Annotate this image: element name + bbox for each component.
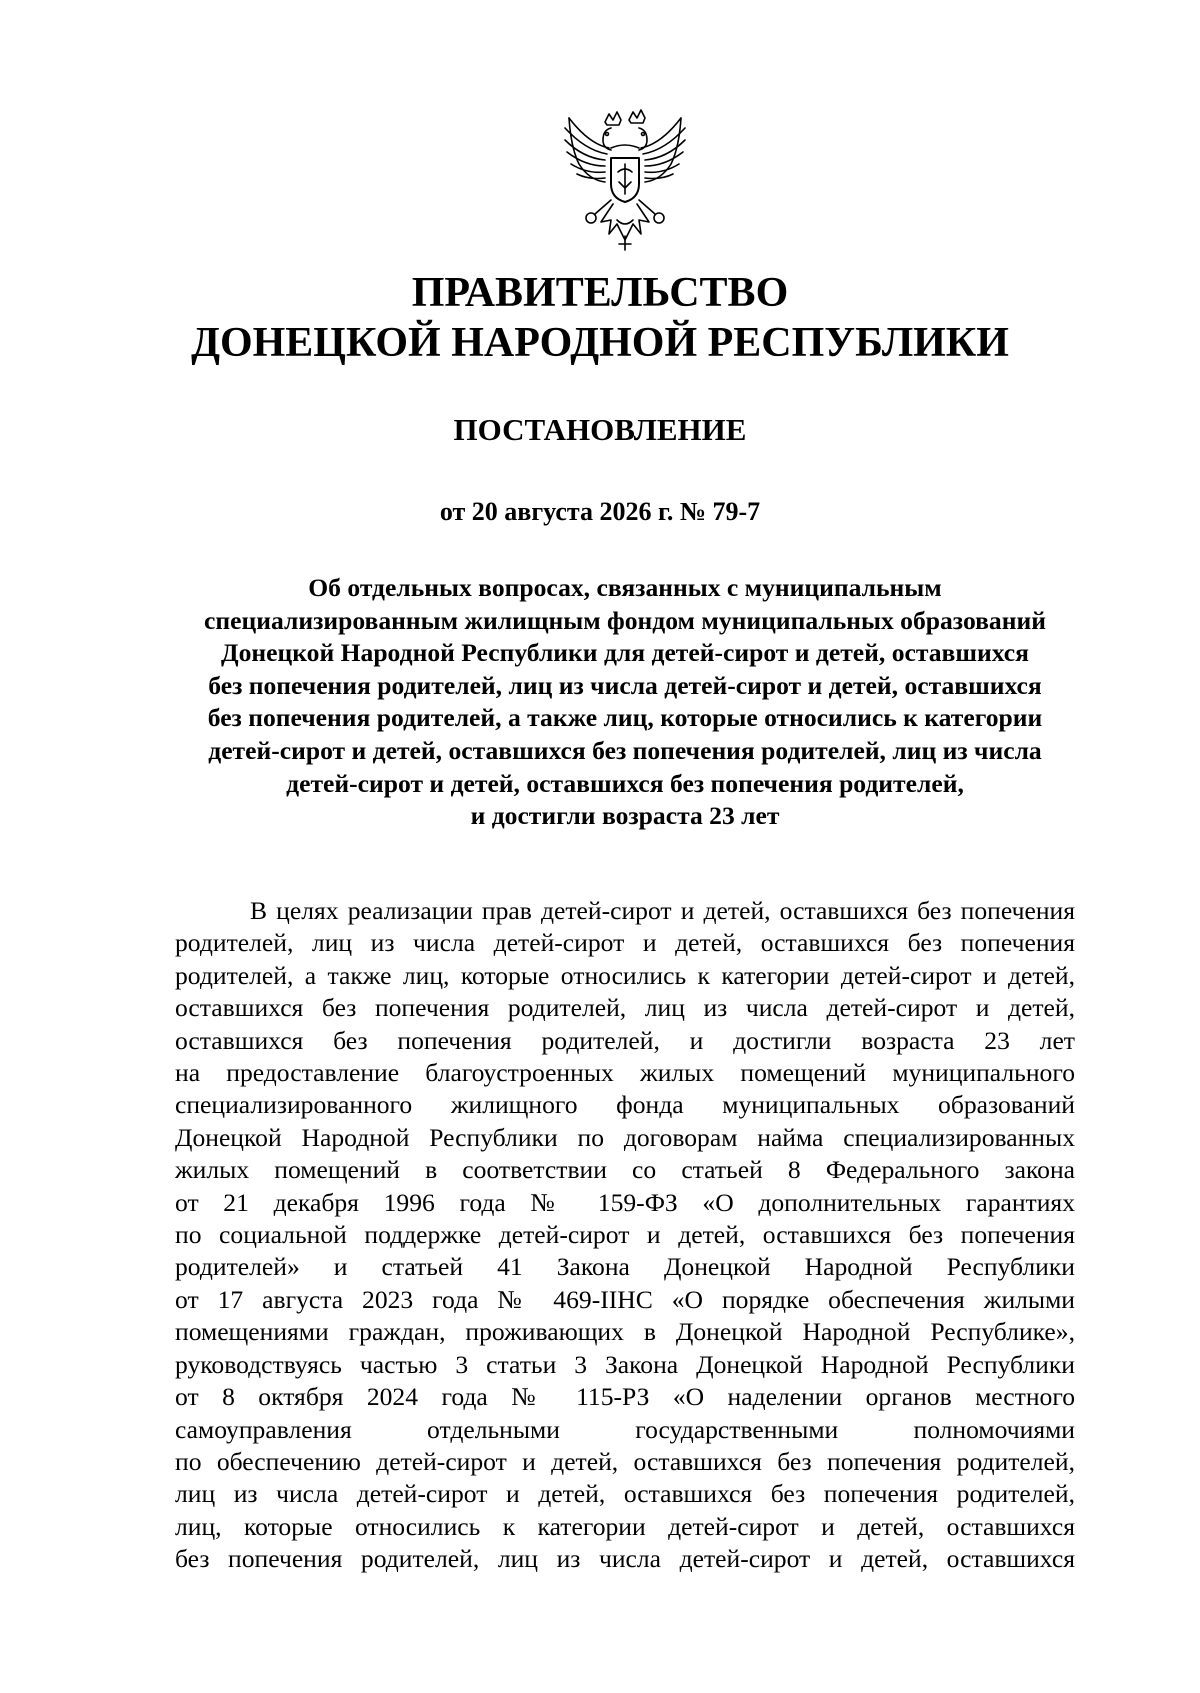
subject-line: без попечения родителей, а также лиц, которые относились к категории bbox=[207, 703, 1043, 733]
organization-title bbox=[0, 268, 1200, 368]
body-line: на предоставление благоустроенных жилых помещений муниципального bbox=[175, 1058, 1075, 1088]
subject-line: специализированным жилищным фондом муниципальных образований bbox=[204, 605, 1046, 635]
body-line: помещениями граждан, проживающих в Донецкой Народной Республике», bbox=[175, 1317, 1075, 1347]
subject-line: детей-сирот и детей, оставшихся без попечения родителей, лиц из числа bbox=[208, 735, 1042, 765]
subject-line: Донецкой Народной Республики для детей-сирот и детей, оставшихся bbox=[221, 638, 1029, 668]
body-line: лиц, которые относились к категории детей-сирот и детей, оставшихся bbox=[175, 1511, 1075, 1541]
double-headed-eagle-emblem-icon bbox=[561, 108, 689, 256]
subject-line: детей-сирот и детей, оставшихся без попечения родителей, bbox=[286, 768, 964, 798]
body-line: Донецкой Народной Республики по договорам найма специализированных bbox=[175, 1122, 1075, 1152]
document-type: ПОСТАНОВЛЕНИЕ bbox=[453, 412, 747, 447]
subject-line: Об отдельных вопросах, связанных с муниципальным bbox=[308, 573, 942, 602]
body-line: В целях реализации прав детей-сирот и детей, оставшихся без попечения bbox=[250, 896, 1075, 925]
body-line: без попечения родителей, лиц из числа детей-сирот и детей, оставшихся bbox=[175, 1544, 1075, 1574]
body-line: от 21 декабря 1996 года № 159-ФЗ «О дополнительных гарантиях bbox=[175, 1187, 1075, 1217]
body-line: от 17 августа 2023 года № 469-IIНС «О порядке обеспечения жилыми bbox=[175, 1284, 1075, 1314]
organization-title-line-2: ДОНЕЦКОЙ НАРОДНОЙ РЕСПУБЛИКИ bbox=[191, 320, 1009, 366]
organization-title-line-1: ПРАВИТЕЛЬСТВО bbox=[411, 270, 789, 316]
body-line: по обеспечению детей-сирот и детей, оставшихся без попечения родителей, bbox=[175, 1446, 1075, 1476]
body-line: по социальной поддержке детей-сирот и детей, оставшихся без попечения bbox=[175, 1220, 1075, 1250]
body-line: лиц из числа детей-сирот и детей, оставшихся без попечения родителей, bbox=[175, 1479, 1075, 1509]
body-line: родителей, лиц из числа детей-сирот и детей, оставшихся без попечения bbox=[175, 928, 1075, 958]
body-line: родителей» и статьей 41 Закона Донецкой Народной Республики bbox=[175, 1252, 1075, 1282]
body-line: родителей, а также лиц, которые относились к категории детей-сирот и детей, bbox=[175, 960, 1075, 990]
body-line: самоуправления отдельными государственными полномочиями bbox=[175, 1414, 1075, 1444]
body-line: специализированного жилищного фонда муниципальных образований bbox=[175, 1090, 1075, 1120]
subject-line: и достигли возраста 23 лет bbox=[470, 801, 780, 831]
body-line: оставшихся без попечения родителей, лиц из числа детей-сирот и детей, bbox=[175, 993, 1075, 1023]
document-subject bbox=[180, 572, 1070, 833]
body-paragraph bbox=[175, 895, 1075, 1576]
body-line: оставшихся без попечения родителей, и достигли возраста 23 лет bbox=[175, 1025, 1075, 1055]
body-line: жилых помещений в соответствии со статьей 8 Федерального закона bbox=[175, 1155, 1075, 1185]
subject-line: без попечения родителей, лиц из числа детей-сирот и детей, оставшихся bbox=[208, 670, 1042, 700]
document-date-number: от 20 августа 2026 г. № 79-7 bbox=[439, 497, 761, 526]
body-line: руководствуясь частью 3 статьи 3 Закона Донецкой Народной Республики bbox=[175, 1349, 1075, 1379]
body-line: от 8 октября 2024 года № 115-РЗ «О наделении органов местного bbox=[175, 1382, 1075, 1412]
